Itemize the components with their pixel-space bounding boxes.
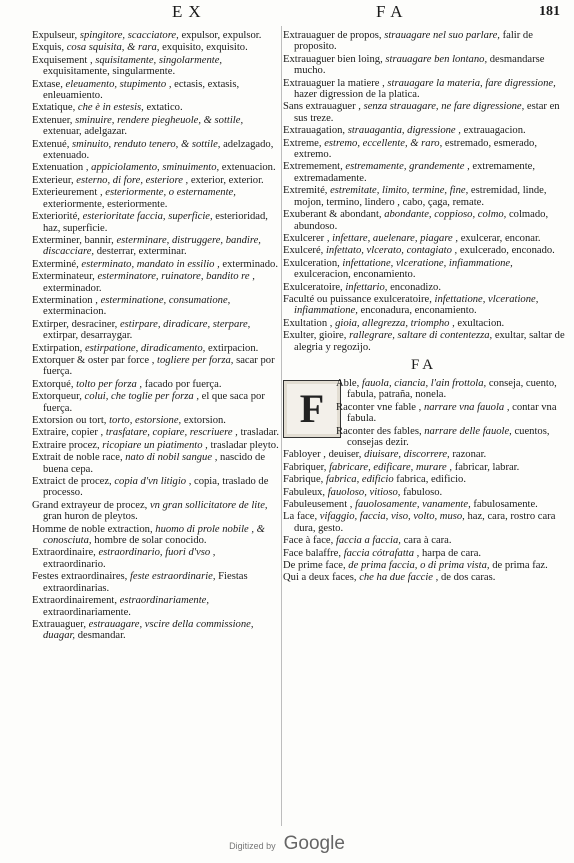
dictionary-entry [283,318,565,329]
entry-spanish: el que saca por fuerça. [43,391,265,414]
entry-spanish: exquisitamente, singularmente. [43,66,176,78]
entry-italian: colui, che toglie per forza , [84,391,202,403]
entry-headword: Extirper, desraciner, [32,318,120,330]
entry-spanish: fabricar, labrar. [454,461,520,473]
entry-spanish: extraordinario. [43,558,106,570]
dictionary-entry [283,511,565,534]
dictionary-entry [32,440,280,451]
entry-italian: fauoloso, vitioso, [327,486,404,498]
dictionary-entry [283,560,565,571]
dictionary-entry [32,55,280,78]
dictionary-entry [283,449,565,460]
entry-headword: Exulceratoire, [283,281,346,293]
entry-headword: Extremité, [283,185,331,197]
dictionary-entry [32,427,280,438]
entry-headword: Extorsion ou tort, [32,415,110,426]
entry-spanish: extatico. [146,102,183,114]
entry-italian: esterno, di fore, esteriore , [76,174,191,186]
dictionary-entry [32,391,280,414]
entry-headword: Fabriquer, [283,461,330,473]
entry-headword: Face balaffre, [283,547,344,559]
entry-italian: diuisare, discorrere, [364,449,453,461]
entry-spanish: exterminacion. [43,306,107,318]
entry-spanish: trasladar pleyto. [210,439,279,451]
entry-headword: Exterminé, [32,258,82,270]
entry-headword: De prime face, [283,560,349,572]
entry-italian: fauolosamente, vanamente, [355,499,474,511]
entry-italian: squisitamente, singolarmente, [95,54,223,66]
dictionary-entry [283,245,565,256]
entry-headword: Exulcerer , [283,232,333,244]
entry-headword: Exulter, gioire, [283,330,350,342]
dictionary-entry [283,138,565,161]
entry-spanish: extenuacion. [221,162,276,174]
entry-italian: estrauagare, vscire della commissione, duagar, [43,618,254,642]
entry-italian: narrare delle fauole, [424,425,515,437]
dictionary-entry [32,500,280,523]
entry-italian: sminuito, renduto tenero, & sottile, [72,138,224,150]
dictionary-entry [32,271,280,294]
dictionary-entry [283,185,565,208]
dictionary-entry [283,78,565,101]
right-entries-top [283,30,565,353]
entry-italian: feste estraordinarie, [129,571,219,583]
entry-spanish: ectasis, extasis, enleuamiento. [43,78,240,102]
entry-italian: vn gran sollicitatore de lite, [149,499,268,511]
dictionary-entry [32,175,280,186]
dictionary-entry [283,233,565,244]
entry-headword: Extenuation , [32,162,92,174]
dictionary-entry [32,452,280,475]
entry-spanish: exterior, exterior. [190,174,264,186]
entry-spanish: facado por fuerça. [144,378,222,390]
entry-spanish: cuentos, consejas dezir. [347,425,550,448]
dictionary-entry [283,330,565,353]
entry-headword: Exultation , [283,317,336,329]
entry-italian: huomo di prole nobile , & conosciuta, [43,523,265,547]
dictionary-entry [32,187,280,210]
entry-spanish: Fiestas extraordinarias. [43,571,248,594]
entry-headword: Exterminer, bannir, [32,234,117,246]
entry-italian: esterminatore, ruinatore, bandito re , [97,271,255,283]
dictionary-entry [283,54,565,77]
entry-headword: Extrauaguer la matiere , [283,77,388,89]
entry-italian: esterioritate faccia, superficie, [82,211,216,223]
entry-spanish: cara à cara. [403,535,452,547]
entry-italian: estirpare, diradicare, sterpare, [119,318,251,330]
entry-headword: Grand extrayeur de procez, [32,499,150,511]
entry-italian: infettatione, vlceratione, infiammatione, [342,257,513,269]
entry-spanish: extirpacion. [207,342,259,354]
entry-headword: Extermination , [32,294,101,306]
entry-headword: Fabuleusement , [283,499,356,511]
left-column [32,30,280,830]
google-logo: Google [283,833,345,854]
entry-spanish: estremado, esmerado, extremo. [294,137,537,161]
dictionary-entry [283,462,565,473]
entry-headword: Extrait de noble race, [32,452,126,464]
entry-spanish: extraordinariamente. [43,606,131,618]
entry-spanish: exulceracion, enconamiento. [294,269,416,281]
entry-italian: strauagantia, digressione , [347,125,464,137]
entry-spanish: exultacion. [457,317,505,329]
entry-headword: Exulceré, [283,245,326,257]
entry-spanish: enconadura, enconamiento. [360,305,477,317]
entry-spanish: hombre de solar conocido. [94,535,207,547]
entry-italian: estraordinariamente, [119,595,210,607]
entry-italian: strauagare la materia, fare digressione, [387,77,556,89]
entry-italian: rallegrare, saltare di contentezza, [349,330,495,342]
entry-headword: Exquis, [32,42,67,54]
digitized-by-text: Digitized by [229,841,276,851]
entry-italian: eleuamento, stupimento , [65,78,175,90]
dictionary-entry [32,79,280,102]
entry-italian: spingitore, scacciatore, [79,30,182,41]
dictionary-entry [32,115,280,138]
entry-italian: sminuire, rendere piegheuole, & sottile, [75,114,244,126]
dictionary-entry [32,30,280,41]
entry-headword: Extorqué, [32,378,77,390]
entry-italian: senza strauagare, ne fare digressione, [363,101,527,113]
dictionary-entry [32,619,280,642]
entry-headword: Face à face, [283,535,336,547]
entry-italian: faccia cótrafatta , [343,547,422,559]
entry-spanish: trasladar. [240,427,280,439]
entry-headword: Fabuleux, [283,486,328,498]
entry-spanish: esterioridad, haz, superficie. [43,211,268,234]
entry-italian: cosa squisita, & rara, [66,42,163,54]
entry-italian: esterminare, distruggere, bandire, discacciare, [43,234,261,258]
dictionary-entry [283,474,565,485]
entry-headword: Extirpation, [32,342,85,354]
dictionary-entry [283,499,565,510]
entry-spanish: exquisito, exquisito. [162,42,248,54]
entry-headword: Fabloyer , deuiser, [283,449,365,461]
entry-headword: Extremement, [283,161,346,173]
entry-italian: esterminato, mandato in essilio , [81,258,223,270]
entry-headword: Festes extraordinaires, [32,571,130,583]
entry-italian: estirpatione, diradicamento, [84,342,208,354]
entry-headword: Extatique, [32,102,78,114]
entry-italian: faccia a faccia, [335,535,404,547]
dictionary-entry [32,595,280,618]
dictionary-entry [32,415,280,426]
entry-headword: La face, [283,511,320,523]
entry-spanish: fabulosamente. [473,499,538,511]
entry-spanish: desmandar. [77,630,126,642]
entry-headword: Exulceration, [283,257,343,269]
entry-spanish: expulsor, expulsor. [181,30,262,41]
entry-italian: estremo, eccellente, & raro, [324,137,445,149]
entry-spanish: exulcerado, enconado. [459,245,555,257]
entry-italian: strauagare ben lontano, [385,53,490,65]
dictionary-entry [283,487,565,498]
entry-headword: Raconter vne fable , [336,401,424,413]
entry-spanish: exterminado. [222,258,278,270]
entry-italian: estraordinario, fuori d'vso , [98,547,216,559]
dictionary-entry [32,547,280,570]
entry-spanish: enconadizo. [390,281,441,293]
entry-italian: vifaggio, faccia, viso, volto, muso, [319,511,468,523]
entry-italian: infettare, auelenare, piagare , [332,232,461,244]
entry-spanish: fabrica, edificio. [396,474,466,486]
entry-spanish: falir de proposito. [294,30,533,53]
dictionary-entry [283,258,565,281]
entry-italian: infettato, vlcerato, contagiato , [325,245,460,257]
entry-spanish: desmandarse mucho. [294,53,545,77]
entry-headword: Exuberant & abondant, [283,209,385,221]
entry-spanish: extorsion. [183,415,226,426]
entry-italian: de prima faccia, o di prima vista, [348,560,493,572]
entry-spanish: sacar por fuerça. [43,354,275,378]
entry-italian: fauola, ciancia, l'ain frottola, [361,377,489,389]
entry-spanish: extenuar, adelgazar. [43,126,127,138]
entry-headword: Exterminateur, [32,271,98,283]
entry-headword: Expulseur, [32,30,80,41]
dictionary-entry [283,294,565,317]
entry-italian: estremamente, grandemente , [345,161,473,173]
digitization-footer [0,833,574,855]
dictionary-entry [32,319,280,342]
entry-italian: estremitate, limito, termine, fine, [330,185,471,197]
entry-headword: Extreme, [283,137,325,149]
dictionary-entry [283,548,565,559]
column-divider [281,26,282,826]
left-running-header: EX [172,2,207,21]
entry-headword: Extase, [32,78,66,90]
dictionary-entry [32,476,280,499]
entry-spanish: desterrar, exterminar. [96,246,187,258]
entry-spanish: de prima faz. [492,560,548,572]
dictionary-entry [32,259,280,270]
entry-spanish: colmado, abundoso. [294,209,549,232]
ornamental-drop-cap: F [283,380,341,438]
entry-spanish: de dos caras. [440,572,496,584]
entry-headword: Extraire procez, [32,439,103,451]
dictionary-entry [32,211,280,234]
page-number: 181 [539,4,560,19]
dictionary-entry [283,101,565,124]
entry-spanish: exterminador. [43,282,102,294]
dictionary-entry [32,379,280,390]
entry-spanish: exultar, saltar de alegria y regozijo. [294,330,565,353]
drop-cap-block [283,378,565,585]
entry-italian: torto, estorsione, [109,415,184,426]
entry-headword: Faculté ou puissance exulceratoire, [283,293,435,305]
entry-headword: Homme de noble extraction, [32,523,156,535]
entry-spanish: contar vna fabula. [347,401,557,425]
entry-italian: infettario, [345,281,391,293]
entry-italian: appiciolamento, sminuimento, [91,162,222,174]
entry-italian: narrare vna fauola , [423,401,513,413]
entry-italian: nato di nobil sangue , [125,452,221,464]
entry-italian: trasfatare, copiare, rescriuere , [105,427,241,439]
entry-headword: Raconter des fables, [336,425,425,437]
entry-italian: abondante, coppioso, colmo, [384,209,509,221]
entry-italian: esterminatione, consumatione, [100,294,231,306]
entry-italian: ricopiare un piatimento , [102,439,211,451]
dictionary-entry [32,295,280,318]
entry-headword: Extraict de procez, [32,476,115,488]
entry-spanish: extirpar, desarraygar. [43,330,133,342]
dictionary-entry [283,30,565,53]
entry-headword: Fabrique, [283,474,326,486]
entry-spanish: copia, traslado de processo. [43,476,269,499]
entry-italian: gioia, allegrezza, triompho , [335,317,458,329]
entry-spanish: razonar. [452,449,487,461]
entry-spanish: extrauagacion. [463,125,526,137]
entry-italian: copia d'vn litigio , [114,476,195,488]
entry-spanish: haz, cara, rostro cara dura, gesto. [294,511,556,534]
entry-spanish: adelzagado, extenuado. [43,138,274,162]
entry-headword: Extraire, copier , [32,427,106,439]
entry-headword: Extorqueur, [32,391,85,403]
entry-spanish: gran huron de pleytos. [43,511,138,523]
dictionary-entry [283,209,565,232]
dictionary-entry [32,355,280,378]
entry-headword: Extenué, [32,138,73,150]
entry-italian: infettatione, vlceratione, infiammatione, [294,293,539,317]
entry-italian: fabricare, edificare, murare , [329,461,455,473]
entry-spanish: nascido de buena cepa. [43,452,266,475]
entry-headword: Extorquer & oster par force , [32,354,158,366]
dictionary-entry [32,571,280,594]
entry-headword: Exquisement , [32,54,96,66]
dictionary-entry [32,102,280,113]
entry-spanish: exteriormente, esteriormente. [43,198,168,210]
entry-spanish: estar en sus treze. [294,101,560,124]
entry-headword: Sans extrauaguer , [283,101,364,113]
entry-headword: Qui a deux faces, [283,572,360,584]
entry-headword: Extraordinairement, [32,595,120,607]
entry-spanish: fabuloso. [403,486,443,498]
entry-italian: tolto per forza , [76,378,145,390]
entry-headword: Exterieur, [32,174,77,186]
entry-spanish: estremidad, linde, mojon, termino, lindero , cabo, çaga, remate. [294,185,547,208]
dictionary-entry [283,535,565,546]
dictionary-entry [283,161,565,184]
entry-headword: Extrauaguer de propos, [283,30,385,41]
right-running-header: FA [376,2,409,21]
entry-headword: Exterieurement , [32,187,106,199]
dictionary-entry [32,139,280,162]
entry-headword: Extrauaguer bien loing, [283,53,386,65]
entry-spanish: hazer digression de la platica. [294,89,420,101]
entry-italian: esteriormente, o esternamente, [105,187,236,199]
right-column [283,30,565,850]
entry-headword: Able, [336,377,362,389]
entry-headword: Extraordinaire, [32,547,99,559]
entry-headword: Extrauagation, [283,125,348,137]
dictionary-entry [283,572,565,583]
dictionary-entry [32,524,280,547]
entry-spanish: harpa de cara. [421,547,482,559]
entry-headword: Extenuer, [32,114,76,126]
dictionary-entry [283,125,565,136]
dictionary-entry [32,42,280,53]
dictionary-entry [32,235,280,258]
entry-italian: che ha due faccie , [359,572,441,584]
section-heading: FA [410,356,438,373]
dictionary-entry [32,343,280,354]
entry-headword: Extrauaguer, [32,618,89,630]
entry-spanish: extremamente, extremadamente. [294,161,536,184]
entry-italian: che è in estesis, [77,102,147,114]
entry-italian: fabrica, edificio [325,474,397,486]
dictionary-entry [32,162,280,173]
entry-headword: Exteriorité, [32,211,83,223]
entry-italian: togliere per forza, [157,354,237,366]
entry-italian: strauagare nel suo parlare, [384,30,503,41]
dictionary-entry [283,282,565,293]
entry-spanish: conseja, cuento, fabula, patraña, nonela. [347,377,557,401]
entry-spanish: exulcerar, enconar. [460,232,541,244]
